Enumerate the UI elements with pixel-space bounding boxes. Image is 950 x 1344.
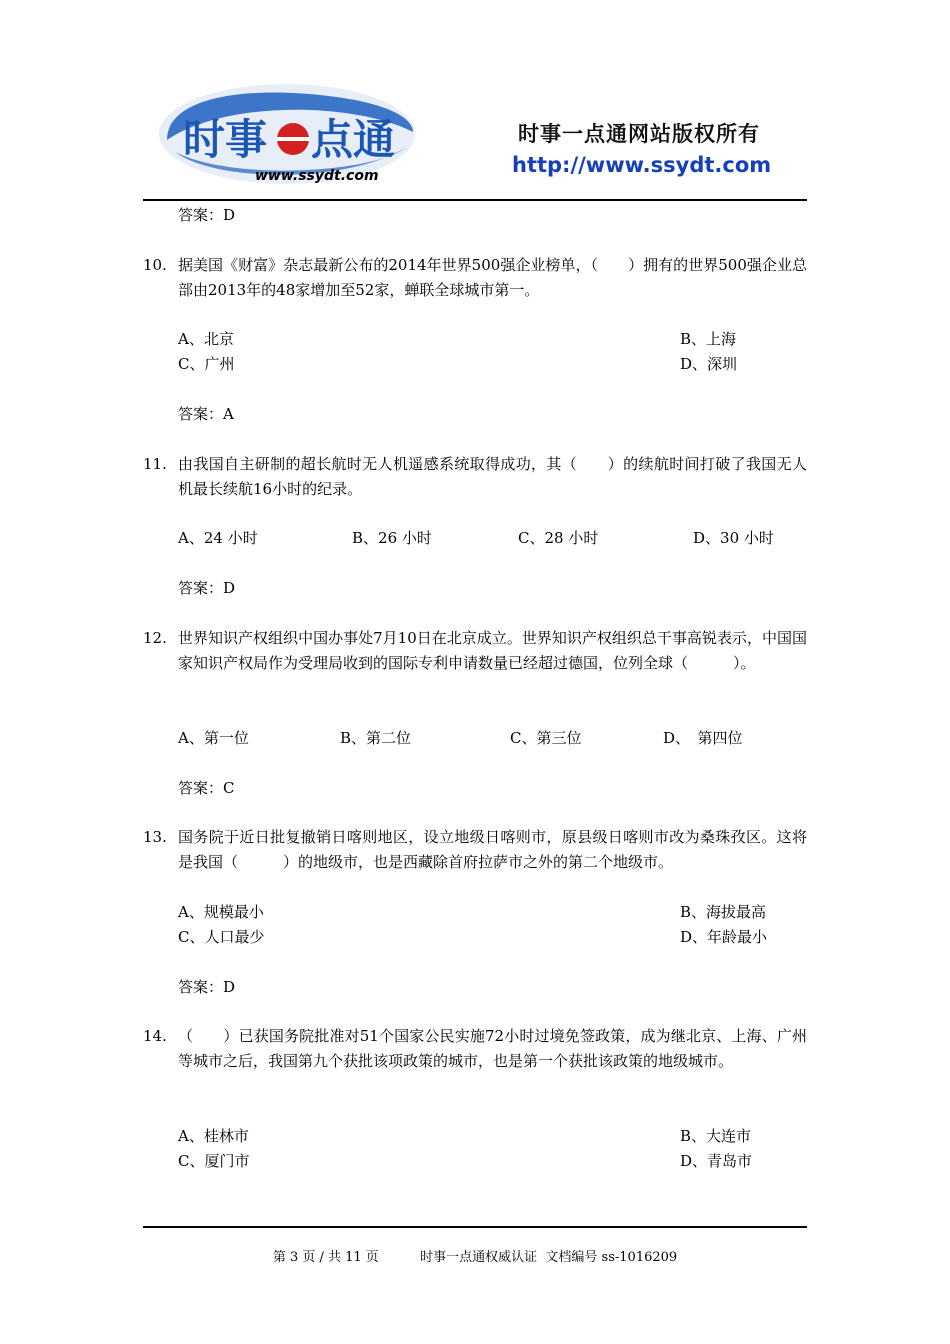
document-number: 文档编号 ss-1016209 <box>545 1250 678 1265</box>
option-b: B、上海 <box>680 330 737 348</box>
header-divider <box>143 199 807 201</box>
option-c: C、广州 <box>178 355 235 373</box>
question-text: 由我国自主研制的超长航时无人机遥感系统取得成功，其（ ）的续航时间打破了我国无人机最长续航16小时的纪录。 <box>178 455 807 498</box>
question-number: 14. <box>143 1027 167 1045</box>
question-11 <box>143 452 807 502</box>
option-d: D、深圳 <box>680 355 738 373</box>
page-number: 第 3 页 / 共 11 页 <box>272 1250 379 1265</box>
option-c: C、厦门市 <box>178 1152 250 1170</box>
copyright-notice: 时事一点通网站版权所有 <box>518 122 760 146</box>
page-footer <box>0 1246 950 1265</box>
answer: 答案：D <box>178 978 236 996</box>
footer-divider <box>143 1226 807 1228</box>
option-c: C、28 小时 <box>518 529 599 547</box>
option-a: A、规模最小 <box>178 903 264 921</box>
option-d: D、30 小时 <box>693 529 774 547</box>
option-b: B、大连市 <box>680 1127 752 1145</box>
site-url[interactable]: http://www.ssydt.com <box>512 153 772 177</box>
answer: 答案：D <box>178 579 236 597</box>
question-text: （ ）已获国务院批准对51个国家公民实施72小时过境免签政策，成为继北京、上海、广州等城市之后，我国第九个获批该项政策的城市，也是第一个获批该政策的地级城市。 <box>178 1027 807 1070</box>
option-c: C、第三位 <box>510 729 582 747</box>
option-b: B、26 小时 <box>352 529 432 547</box>
question-text: 世界知识产权组织中国办事处7月10日在北京成立。世界知识产权组织总干事高锐表示，中国国家知识产权局作为受理局收到的国际专利申请数量已经超过德国，位列全球（ ）。 <box>178 629 807 672</box>
option-d: D、青岛市 <box>680 1152 753 1170</box>
question-12 <box>143 626 807 676</box>
svg-text:时事: 时事 <box>183 115 268 164</box>
question-10 <box>143 253 807 303</box>
question-14 <box>143 1024 807 1074</box>
option-a: A、北京 <box>178 330 234 348</box>
question-number: 11. <box>143 455 167 473</box>
question-number: 10. <box>143 256 167 274</box>
question-13 <box>143 825 807 875</box>
answer: 答案：C <box>178 779 235 797</box>
svg-text:www.ssydt.com: www.ssydt.com <box>255 168 379 184</box>
option-a: A、桂林市 <box>178 1127 249 1145</box>
page-header <box>0 0 950 205</box>
option-d: D、年龄最小 <box>680 928 768 946</box>
option-c: C、人口最少 <box>178 928 265 946</box>
option-a: A、24 小时 <box>178 529 258 547</box>
question-number: 13. <box>143 828 167 846</box>
option-b: B、第二位 <box>340 729 412 747</box>
question-number: 12. <box>143 629 167 647</box>
option-b: B、海拔最高 <box>680 903 767 921</box>
option-a: A、第一位 <box>178 729 249 747</box>
option-d: D、 第四位 <box>663 729 743 747</box>
svg-text:点通: 点通 <box>311 115 396 164</box>
question-text: 国务院于近日批复撤销日喀则地区，设立地级日喀则市，原县级日喀则市改为桑珠孜区。这将是我国（ ）的地级市，也是西藏除首府拉萨市之外的第二个地级市。 <box>178 828 807 871</box>
answer: 答案：A <box>178 405 234 423</box>
certification: 时事一点通权威认证 <box>420 1250 538 1265</box>
answer-previous: 答案：D <box>178 206 236 224</box>
ssydt-logo <box>155 82 420 192</box>
question-text: 据美国《财富》杂志最新公布的2014年世界500强企业榜单，（ ）拥有的世界500强企业总部由2013年的48家增加至52家，蝉联全球城市第一。 <box>178 256 807 299</box>
